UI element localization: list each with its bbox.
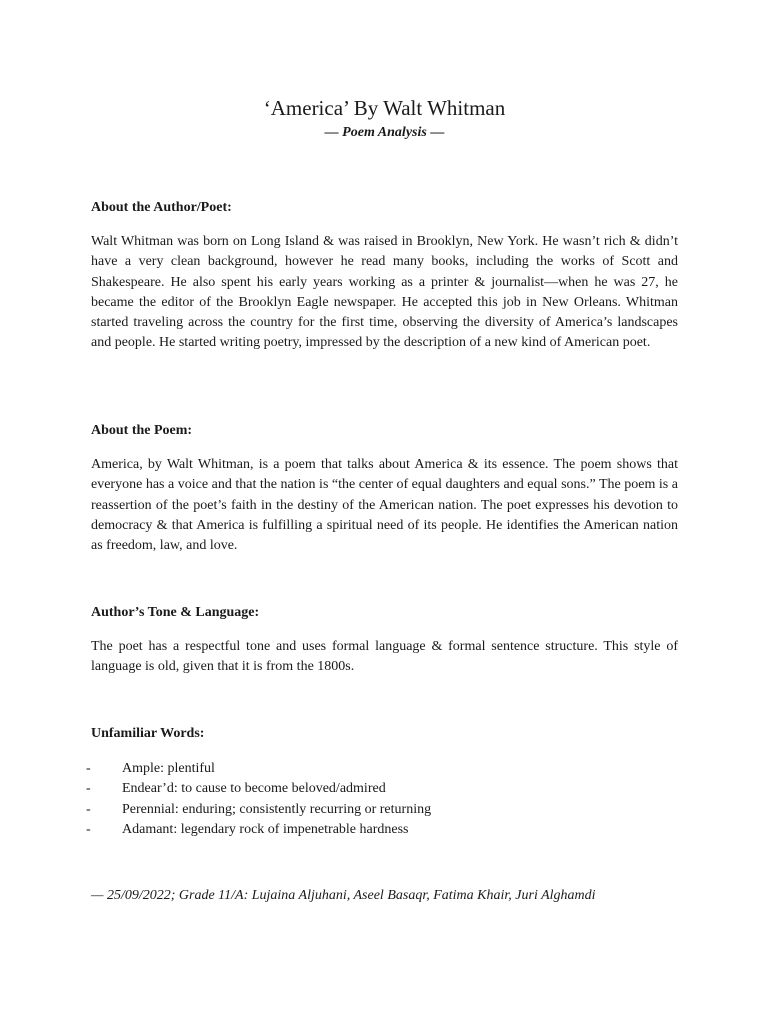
list-item <box>64 759 678 779</box>
list-item-text: Adamant: legendary rock of impenetrable hardness <box>122 821 409 837</box>
list-item-text: Endear’d: to cause to become beloved/admired <box>122 781 386 797</box>
unfamiliar-words-list <box>86 759 678 840</box>
list-item <box>64 779 678 799</box>
list-item <box>64 800 678 820</box>
bullet-dash: - <box>86 801 91 817</box>
document-footer: — 25/09/2022; Grade 11/A: Lujaina Aljuhani, Aseel Basaqr, Fatima Khair, Juri Alghamdi <box>91 888 596 903</box>
bullet-dash: - <box>86 821 91 837</box>
author-paragraph: Walt Whitman was born on Long Island & was raised in Brooklyn, New York. He wasn’t rich & didn’t have a very clean background, however he read many books, including the works of Scott and Shakespeare. He also spent his early years working as a printer & journalist—when he was 27, he became the editor of the Brooklyn Eagle newspaper. He accepted this job in New Orleans. Whitman started traveling across the country for the first time, observing the diversity of America’s landscapes and people. He started writing poetry, impressed by the description of a new kind of American poet. <box>91 234 678 351</box>
document-subtitle: — Poem Analysis — <box>324 125 445 140</box>
bullet-dash: - <box>86 761 91 776</box>
list-item-text: Perennial: enduring; consistently recurring or returning <box>122 801 432 817</box>
document-page <box>86 0 678 1024</box>
author-heading: About the Author/Poet: <box>91 200 232 215</box>
document-title: ‘America’ By Walt Whitman <box>263 96 506 120</box>
bullet-dash: - <box>86 781 91 797</box>
list-item <box>64 820 678 840</box>
poem-heading: About the Poem: <box>91 423 193 438</box>
poem-paragraph: America, by Walt Whitman, is a poem that talks about America & its essence. The poem shows that everyone has a voice and that the nation is “the center of equal daughters and equal sons.” The poem is a reassertion of the poet’s faith in the destiny of the American nation. The poet expresses his devotion to democracy & that America is fulfilling a spiritual need of its people. He identifies the American nation as freedom, law, and love. <box>91 457 678 554</box>
list-item-text: Ample: plentiful <box>122 761 215 776</box>
tone-heading: Author’s Tone & Language: <box>91 605 260 620</box>
unfamiliar-words-heading: Unfamiliar Words: <box>91 726 205 741</box>
tone-paragraph: The poet has a respectful tone and uses formal language & formal sentence structure. This style of language is old, given that it is from the 1800s. <box>91 639 678 675</box>
